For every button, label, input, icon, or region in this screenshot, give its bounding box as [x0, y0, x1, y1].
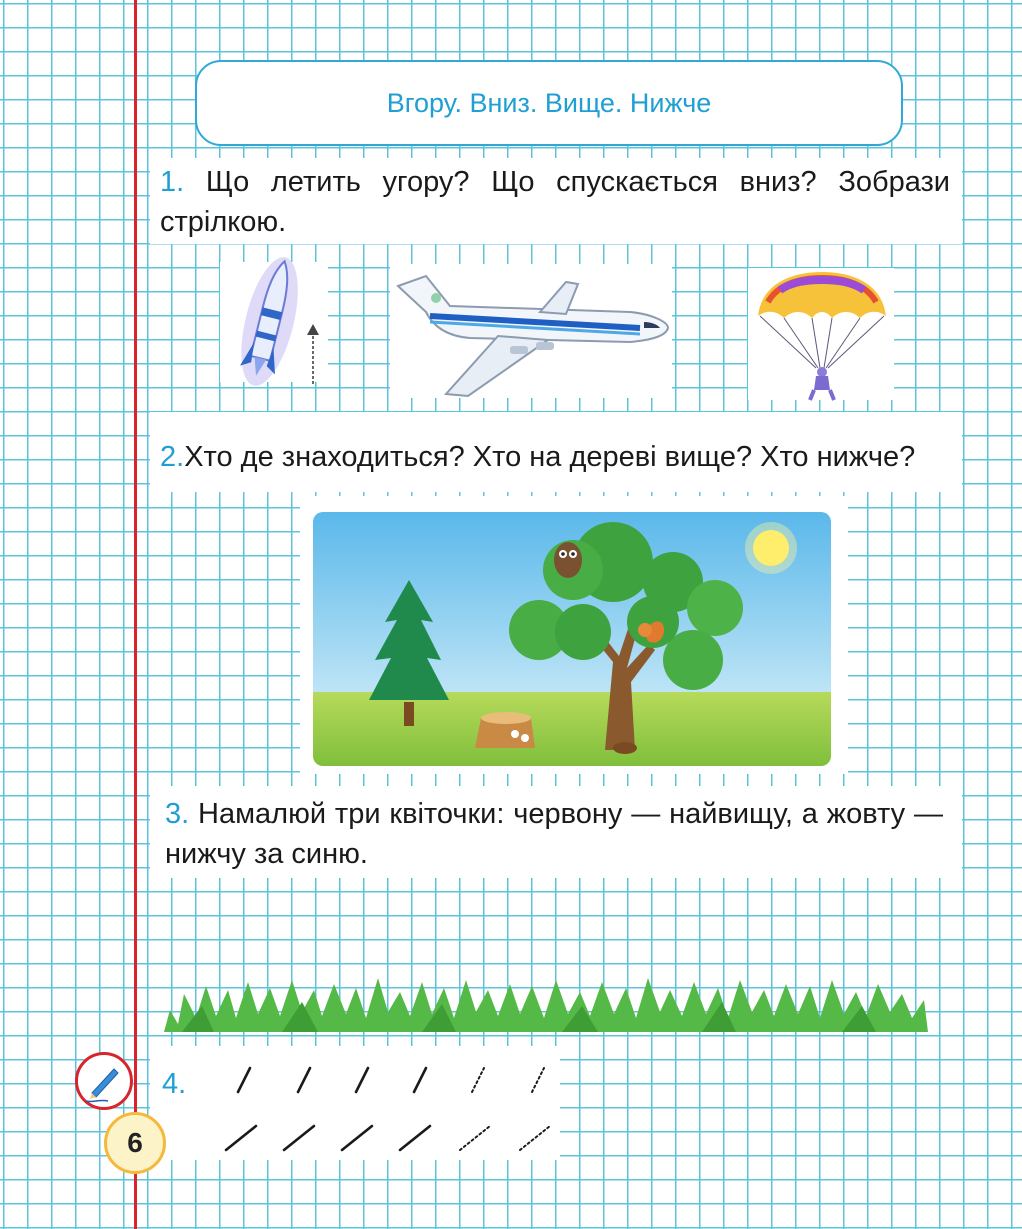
hedgehog: [613, 742, 637, 754]
task2-number: 2.: [160, 441, 185, 473]
owl: [554, 542, 582, 578]
writing-exercise-slashes: [220, 1060, 560, 1156]
task2-text-block: [160, 437, 960, 477]
task1-text-block: [160, 162, 950, 242]
tree-scene-image: [313, 512, 831, 766]
task1-number: 1.: [160, 166, 185, 198]
task3-number: 3.: [165, 798, 190, 830]
task4-text-block: [162, 1064, 186, 1104]
page-number: 6: [104, 1112, 166, 1174]
task4-number: 4.: [162, 1068, 187, 1100]
up-arrow-example: [304, 322, 322, 386]
stump: [475, 712, 535, 748]
grass-strip: [162, 966, 930, 1034]
task3-text: Намалюй три квіточки: червону — найвищу, а жовту — нижчу за синю.: [165, 798, 943, 870]
pen-badge: [75, 1052, 133, 1110]
sun: [745, 522, 797, 574]
notebook-margin-line: [134, 0, 137, 1229]
pen-icon: [78, 1055, 130, 1107]
lesson-title: Вгору. Вниз. Вище. Нижче: [386, 87, 712, 118]
airplane-image: [390, 262, 680, 402]
task1-text: Що летить угору? Що спускається вниз? Зобрази стрілкою.: [160, 166, 950, 238]
parachutist-image: [752, 268, 892, 402]
lesson-title-box: [195, 60, 903, 146]
task2-text: Хто де знаходиться? Хто на дереві вище? Хто нижче?: [184, 441, 916, 473]
task3-text-block: [165, 794, 943, 874]
